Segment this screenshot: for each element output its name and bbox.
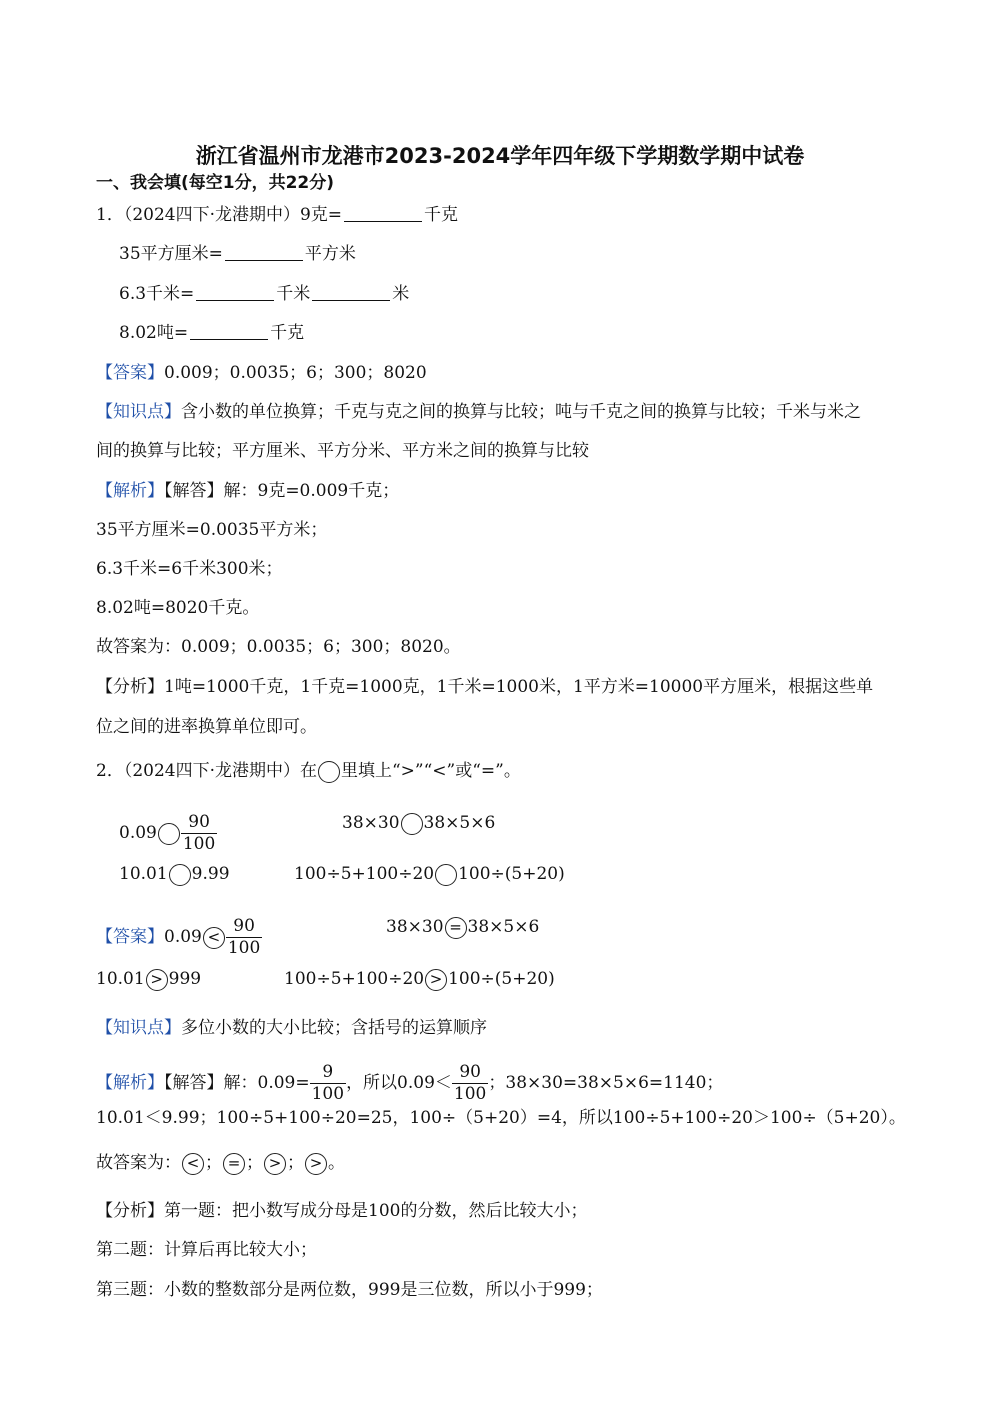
q1-solution-5: 故答案为：0.009；0.0035；6；300；8020。 [96,637,461,657]
fraction-denominator: 100 [311,1084,345,1104]
q1-knowledge [96,401,861,423]
unit-text: 千米 [276,284,311,304]
expr-text: 10.01 [119,864,168,884]
q1-fenxi-2: 位之间的进率换算单位即可。 [96,717,317,737]
greater-than-circle: > [425,969,447,991]
knowledge-text: 含小数的单位换算；千克与克之间的换算与比较；吨与千克之间的换算与比较；千米与米之 [181,402,861,422]
q2-answer-4 [284,968,555,991]
separator: ； [205,1153,222,1173]
separator: 。 [328,1153,345,1173]
expr-text: 6.3千米= [119,284,195,304]
q1-head: 1．（2024四下·龙港期中）9克= [96,205,343,225]
blank-circle [158,823,180,845]
q2-solution-2: 10.01＜9.99；100÷5+100÷20=25，100÷（5+20）=4，所以100÷5+100÷20＞100÷（5+20）。 [96,1108,906,1128]
q2-fenxi-1: 【分析】第一题：把小数写成分母是100的分数，然后比较大小； [96,1201,588,1221]
greater-than-circle: > [264,1153,286,1175]
fraction [452,1062,488,1105]
q1-line-1 [96,204,458,226]
q2-fenxi-2: 第二题：计算后再比较大小； [96,1240,317,1260]
expr-text: 9.99 [191,864,230,884]
blank-circle [435,864,457,886]
q1-line-3 [119,283,409,305]
expr-text: 8.02吨= [119,323,189,343]
fraction-denominator: 100 [227,938,261,958]
fraction-numerator: 90 [226,916,262,938]
less-than-circle: < [203,927,225,949]
q2-answer-1 [96,916,262,959]
equals-circle: = [445,917,467,939]
expr-text: 100÷(5+20) [448,969,555,989]
q2-head-text: 2．（2024四下·龙港期中）在 [96,761,317,781]
q2-head [96,760,521,783]
solution-text: ，所以0.09＜ [346,1073,452,1093]
unit-text: 千克 [424,205,459,225]
q2-solution-1 [96,1062,723,1105]
q1-knowledge-cont: 间的换算与比较；平方厘米、平方分米、平方米之间的换算与比较 [96,441,589,461]
q2-head-text: 里填上“>”“<”或“=”。 [340,761,521,781]
q2-expr-1 [119,812,217,855]
separator: ； [287,1153,304,1173]
knowledge-text: 多位小数的大小比较；含括号的运算顺序 [181,1018,487,1038]
q2-expr-3 [119,863,230,886]
fraction [226,916,262,959]
greater-than-circle: > [146,969,168,991]
answer-blank [196,284,274,301]
q2-answer-2 [386,916,539,939]
q1-fenxi-1: 【分析】1吨=1000千克，1千克=1000克，1千米=1000米，1平方米=10000平方厘米，根据这些单 [96,677,874,697]
q1-solution-3: 6.3千米=6千米300米； [96,559,283,579]
blank-circle [169,864,191,886]
page-title: 浙江省温州市龙港市2023-2024学年四年级下学期数学期中试卷 [195,144,805,168]
q1-solution-4: 8.02吨=8020千克。 [96,598,260,618]
unit-text: 米 [392,284,410,304]
q1-solution-2: 35平方厘米=0.0035平方米； [96,520,328,540]
q2-solution-3 [96,1152,345,1175]
q1-answer [96,362,427,384]
unit-text: 平方米 [304,244,356,264]
fraction-numerator: 90 [181,812,217,834]
expr-text: 35平方厘米= [119,244,223,264]
expr-text: 0.09 [119,823,157,843]
q1-line-4 [119,322,304,344]
fraction-denominator: 100 [453,1084,487,1104]
equals-circle: = [223,1153,245,1175]
q1-solution-1 [96,480,399,502]
greater-than-circle: > [305,1153,327,1175]
expr-text: 100÷5+100÷20 [284,969,425,989]
expr-text: 38×5×6 [423,813,496,833]
q2-knowledge [96,1017,487,1039]
knowledge-tag: 【知识点】 [96,402,181,422]
expr-text: 10.01 [96,969,145,989]
expr-text: 100÷5+100÷20 [294,864,435,884]
blank-circle [318,761,340,783]
answer-blank [344,205,422,222]
analysis-tag: 【解析】 [96,481,164,501]
analysis-tag: 【解析】 [96,1073,164,1093]
q2-fenxi-3: 第三题：小数的整数部分是两位数，999是三位数，所以小于999； [96,1280,603,1300]
expr-text: 100÷(5+20) [458,864,565,884]
fraction-numerator: 9 [310,1062,346,1084]
expr-text: 38×30 [342,813,400,833]
fraction-numerator: 90 [452,1062,488,1084]
solution-text: 故答案为： [96,1153,181,1173]
q1-line-2 [119,243,356,265]
fraction-denominator: 100 [182,834,216,854]
expr-text: 38×30 [386,917,444,937]
answer-tag: 【答案】 [96,927,164,947]
less-than-circle: < [182,1153,204,1175]
expr-text: 0.09 [164,927,202,947]
answer-tag: 【答案】 [96,363,164,383]
expr-text: 38×5×6 [467,917,540,937]
blank-circle [401,813,423,835]
q2-expr-2 [342,812,495,835]
solution-text: ；38×30=38×5×6=1140； [488,1073,724,1093]
q2-expr-4 [294,863,565,886]
fraction [181,812,217,855]
fraction [310,1062,346,1105]
section-heading: 一、我会填(每空1分，共22分) [96,173,335,193]
answer-blank [312,284,390,301]
separator: ； [246,1153,263,1173]
expr-text: 999 [168,969,202,989]
answer-blank [225,244,303,261]
solution-text: 【解答】解：0.09= [164,1073,310,1093]
answer-text: 0.009；0.0035；6；300；8020 [164,363,427,383]
unit-text: 千克 [270,323,305,343]
answer-blank [190,323,268,340]
q2-answer-3 [96,968,201,991]
solution-text: 【解答】解：9克=0.009千克； [164,481,400,501]
knowledge-tag: 【知识点】 [96,1018,181,1038]
